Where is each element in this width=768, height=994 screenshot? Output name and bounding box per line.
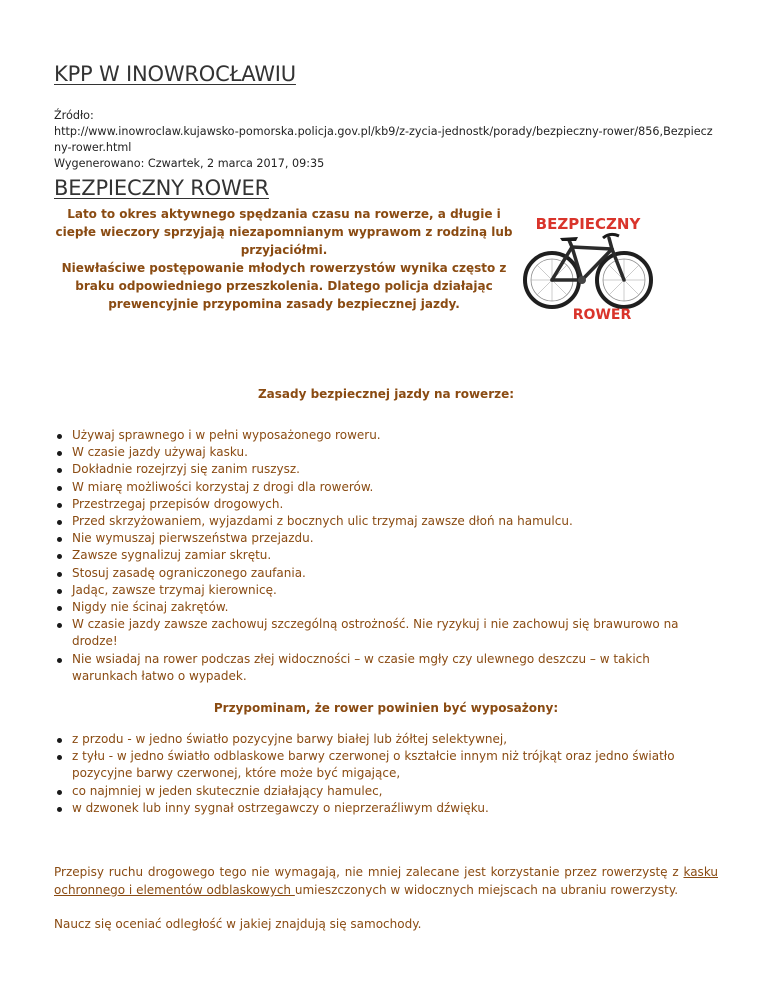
list-item: co najmniej w jeden skutecznie działający hamulec, (62, 783, 712, 800)
list-item: Dokładnie rozejrzyj się zanim ruszysz. (62, 461, 712, 478)
list-item: w dzwonek lub inny sygnał ostrzegawczy o nieprzeraźliwym dźwięku. (62, 800, 712, 817)
source-label: Źródło: (54, 109, 94, 122)
list-item: Używaj sprawnego i w pełni wyposażonego roweru. (62, 427, 712, 444)
rules-heading: Zasady bezpiecznej jazdy na rowerze: (257, 387, 515, 401)
list-item: Stosuj zasadę ograniczonego zaufania. (62, 565, 712, 582)
intro-paragraph-2: Niewłaściwe postępowanie młodych rowerzystów wynika często z braku odpowiedniego przeszkolenia. Dlatego policja działając prewencyjnie przypomina zasady bezpiecznej jazdy. (61, 261, 507, 311)
list-item: Jadąc, zawsze trzymaj kierownicę. (62, 582, 712, 599)
helmet-paragraph-start: Przepisy ruchu drogowego tego nie wymagają, nie mniej zalecane jest korzystanie przez rowerzystę z (54, 865, 684, 879)
equipment-heading: Przypominam, że rower powinien być wyposażony: (213, 701, 559, 715)
list-item: W czasie jazdy używaj kasku. (62, 444, 712, 461)
equipment-list (54, 731, 712, 817)
list-item: Zawsze sygnalizuj zamiar skrętu. (62, 547, 712, 564)
intro-paragraph-1: Lato to okres aktywnego spędzania czasu na rowerze, a długie i ciepłe wieczory sprzyjają niezapomnianym wyprawom z rodziną lub przyjaciółmi. (55, 207, 513, 257)
image-word-top: BEZPIECZNY (535, 215, 641, 233)
helmet-paragraph-end: umieszczonych w widocznych miejscach na ubraniu rowerzysty. (294, 883, 679, 897)
helmet-paragraph (54, 863, 718, 899)
source-info (54, 108, 718, 172)
article-title: BEZPIECZNY ROWER (54, 176, 269, 200)
source-url[interactable]: http://www.inowroclaw.kujawsko-pomorska.policja.gov.pl/kb9/z-zycia-jednostk/porady/bezpieczny-rower/856,Bezpieczny-rower.html (54, 125, 713, 154)
list-item: z przodu - w jedno światło pozycyjne barwy białej lub żółtej selektywnej, (62, 731, 712, 748)
list-item: Przestrzegaj przepisów drogowych. (62, 496, 712, 513)
site-title: KPP W INOWROCŁAWIU (54, 62, 296, 86)
distance-paragraph: Naucz się oceniać odległość w jakiej znajdują się samochody. (54, 917, 422, 931)
list-item: Przed skrzyżowaniem, wyjazdami z bocznych ulic trzymaj zawsze dłoń na hamulcu. (62, 513, 712, 530)
list-item: W miarę możliwości korzystaj z drogi dla rowerów. (62, 479, 712, 496)
bicycle-icon (520, 205, 656, 331)
generated-date: Wygenerowano: Czwartek, 2 marca 2017, 09:35 (54, 157, 325, 170)
rules-list (54, 427, 712, 685)
helmet-reflective-link[interactable]: kasku ochronnego i elementów odblaskowych (54, 865, 718, 897)
list-item: W czasie jazdy zawsze zachowuj szczególną ostrożność. Nie ryzykuj i nie zachowuj się brawurowo na drodze! (62, 616, 712, 650)
list-item: Nigdy nie ścinaj zakrętów. (62, 599, 712, 616)
list-item: z tyłu - w jedno światło odblaskowe barwy czerwonej o kształcie innym niż trójkąt oraz jedno światło pozycyjne barwy czerwonej, które może być migające, (62, 748, 712, 782)
bike-image (520, 205, 656, 331)
list-item: Nie wsiadaj na rower podczas złej widoczności – w czasie mgły czy ulewnego deszczu – w takich warunkach łatwo o wypadek. (62, 651, 712, 685)
image-word-bottom: ROWER (572, 307, 632, 323)
intro-text (54, 205, 514, 313)
list-item: Nie wymuszaj pierwszeństwa przejazdu. (62, 530, 712, 547)
